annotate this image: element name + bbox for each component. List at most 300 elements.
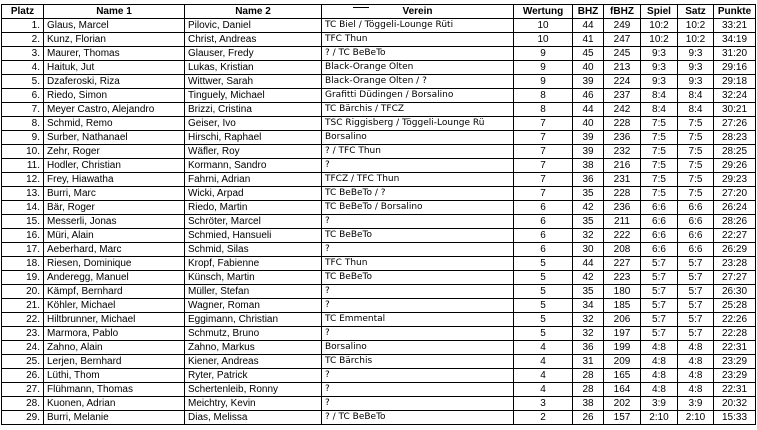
cell-verein: ?	[322, 285, 514, 299]
cell-platz: 15.	[2, 215, 44, 229]
cell-punkte: 22:26	[714, 313, 756, 327]
cell-name-1: Aeberhard, Marc	[44, 243, 185, 257]
cell-platz: 20.	[2, 285, 44, 299]
cell-bhz: 45	[573, 47, 604, 61]
cell-satz: 9:3	[678, 75, 714, 89]
cell-bhz: 35	[573, 285, 604, 299]
cell-name-1: Frey, Hiawatha	[44, 173, 185, 187]
cell-satz: 4:8	[678, 383, 714, 397]
cell-name-2: Hirschi, Raphael	[185, 131, 322, 145]
cell-name-1: Maurer, Thomas	[44, 47, 185, 61]
cell-satz: 2:10	[678, 411, 714, 425]
cell-bhz: 35	[573, 215, 604, 229]
table-row	[2, 131, 756, 145]
cell-verein: TC Bärchis	[322, 355, 514, 369]
cell-verein: ?	[322, 243, 514, 257]
cell-verein: ?	[322, 397, 514, 411]
cell-wertung: 7	[514, 117, 573, 131]
cell-punkte: 27:26	[714, 117, 756, 131]
cell-satz: 4:8	[678, 355, 714, 369]
cell-punkte: 22:31	[714, 383, 756, 397]
cell-name-1: Lüthi, Thom	[44, 369, 185, 383]
cell-name-2: Schröter, Marcel	[185, 215, 322, 229]
cell-name-2: Schmid, Silas	[185, 243, 322, 257]
cell-punkte: 28:23	[714, 131, 756, 145]
cell-fbhz: 216	[604, 159, 641, 173]
cell-verein: TFC Thun	[322, 257, 514, 271]
cell-verein: Black-Orange Olten / ?	[322, 75, 514, 89]
cell-satz: 7:5	[678, 187, 714, 201]
cell-punkte: 29:18	[714, 75, 756, 89]
cell-punkte: 23:29	[714, 355, 756, 369]
header-punkte: Punkte	[714, 5, 756, 19]
cell-satz: 6:6	[678, 243, 714, 257]
table-row	[2, 383, 756, 397]
cell-name-2: Tinguely, Michael	[185, 89, 322, 103]
cell-name-1: Meyer Castro, Alejandro	[44, 103, 185, 117]
cell-wertung: 10	[514, 19, 573, 33]
table-row	[2, 61, 756, 75]
cell-name-1: Haituk, Jut	[44, 61, 185, 75]
cell-punkte: 28:25	[714, 145, 756, 159]
cell-wertung: 5	[514, 327, 573, 341]
cell-name-1: Zehr, Roger	[44, 145, 185, 159]
cell-fbhz: 232	[604, 145, 641, 159]
cell-fbhz: 164	[604, 383, 641, 397]
cell-wertung: 5	[514, 271, 573, 285]
cell-name-1: Hiltbrunner, Michael	[44, 313, 185, 327]
cell-punkte: 22:31	[714, 341, 756, 355]
cell-bhz: 42	[573, 201, 604, 215]
cell-spiel: 6:6	[641, 201, 678, 215]
cell-name-2: Künsch, Martin	[185, 271, 322, 285]
cell-platz: 22.	[2, 313, 44, 327]
cell-punkte: 22:28	[714, 327, 756, 341]
cell-fbhz: 206	[604, 313, 641, 327]
cell-punkte: 23:29	[714, 369, 756, 383]
ranking-table-container	[1, 4, 756, 425]
cell-name-1: Riedo, Simon	[44, 89, 185, 103]
cell-name-2: Wäfler, Roy	[185, 145, 322, 159]
header-fbhz: fBHZ	[604, 5, 641, 19]
cell-wertung: 10	[514, 33, 573, 47]
cell-name-1: Müri, Alain	[44, 229, 185, 243]
cell-platz: 27.	[2, 383, 44, 397]
table-row	[2, 327, 756, 341]
cell-name-1: Anderegg, Manuel	[44, 271, 185, 285]
cell-punkte: 25:28	[714, 299, 756, 313]
cell-name-1: Hodler, Christian	[44, 159, 185, 173]
cell-fbhz: 245	[604, 47, 641, 61]
cell-fbhz: 211	[604, 215, 641, 229]
table-body	[2, 19, 756, 425]
cell-punkte: 26:29	[714, 243, 756, 257]
cell-platz: 23.	[2, 327, 44, 341]
cell-punkte: 26:24	[714, 201, 756, 215]
cell-satz: 6:6	[678, 229, 714, 243]
cell-spiel: 5:7	[641, 313, 678, 327]
cell-punkte: 27:20	[714, 187, 756, 201]
cell-satz: 5:7	[678, 299, 714, 313]
cell-fbhz: 224	[604, 75, 641, 89]
cell-bhz: 28	[573, 369, 604, 383]
cell-wertung: 9	[514, 47, 573, 61]
cell-fbhz: 228	[604, 187, 641, 201]
cell-verein: Grafitti Düdingen / Borsalino	[322, 89, 514, 103]
cell-bhz: 40	[573, 117, 604, 131]
cell-spiel: 10:2	[641, 19, 678, 33]
cell-wertung: 8	[514, 103, 573, 117]
cell-platz: 16.	[2, 229, 44, 243]
cell-spiel: 8:4	[641, 89, 678, 103]
cell-platz: 7.	[2, 103, 44, 117]
cell-fbhz: 249	[604, 19, 641, 33]
cell-name-2: Wagner, Roman	[185, 299, 322, 313]
cell-punkte: 27:27	[714, 271, 756, 285]
cell-verein: Borsalino	[322, 341, 514, 355]
cell-wertung: 4	[514, 355, 573, 369]
cell-spiel: 3:9	[641, 397, 678, 411]
cell-satz: 7:5	[678, 117, 714, 131]
cell-bhz: 38	[573, 159, 604, 173]
cell-bhz: 36	[573, 173, 604, 187]
cell-wertung: 7	[514, 173, 573, 187]
cell-bhz: 35	[573, 187, 604, 201]
cell-platz: 21.	[2, 299, 44, 313]
cell-wertung: 6	[514, 215, 573, 229]
header-spiel: Spiel	[641, 5, 678, 19]
table-row	[2, 201, 756, 215]
table-row	[2, 411, 756, 425]
cell-punkte: 34:19	[714, 33, 756, 47]
cell-fbhz: 157	[604, 411, 641, 425]
cell-name-2: Schmied, Hansueli	[185, 229, 322, 243]
table-row	[2, 299, 756, 313]
cell-fbhz: 236	[604, 131, 641, 145]
cell-name-1: Lerjen, Bernhard	[44, 355, 185, 369]
cell-wertung: 3	[514, 397, 573, 411]
cell-bhz: 39	[573, 131, 604, 145]
cell-platz: 3.	[2, 47, 44, 61]
cell-wertung: 9	[514, 75, 573, 89]
cell-satz: 7:5	[678, 173, 714, 187]
cell-platz: 28.	[2, 397, 44, 411]
cell-platz: 11.	[2, 159, 44, 173]
cell-punkte: 23:28	[714, 257, 756, 271]
cell-name-2: Brizzi, Cristina	[185, 103, 322, 117]
cell-wertung: 5	[514, 313, 573, 327]
cell-name-2: Wicki, Arpad	[185, 187, 322, 201]
cell-punkte: 31:20	[714, 47, 756, 61]
cell-spiel: 7:5	[641, 117, 678, 131]
cell-bhz: 32	[573, 313, 604, 327]
cell-name-2: Lukas, Kristian	[185, 61, 322, 75]
table-row	[2, 103, 756, 117]
cell-spiel: 4:8	[641, 341, 678, 355]
cell-fbhz: 237	[604, 89, 641, 103]
cell-name-2: Riedo, Martin	[185, 201, 322, 215]
cell-spiel: 10:2	[641, 33, 678, 47]
table-row	[2, 369, 756, 383]
cell-bhz: 30	[573, 243, 604, 257]
cell-spiel: 5:7	[641, 257, 678, 271]
cell-fbhz: 180	[604, 285, 641, 299]
header-satz: Satz	[678, 5, 714, 19]
cell-name-2: Christ, Andreas	[185, 33, 322, 47]
cell-wertung: 5	[514, 285, 573, 299]
cell-name-2: Kormann, Sandro	[185, 159, 322, 173]
cell-name-1: Burri, Melanie	[44, 411, 185, 425]
cell-satz: 10:2	[678, 19, 714, 33]
cell-verein: ? / TC BeBeTo	[322, 411, 514, 425]
cell-wertung: 5	[514, 257, 573, 271]
table-row	[2, 145, 756, 159]
cell-punkte: 29:16	[714, 61, 756, 75]
cell-wertung: 4	[514, 369, 573, 383]
cell-punkte: 28:26	[714, 215, 756, 229]
cell-fbhz: 199	[604, 341, 641, 355]
header-name-1: Name 1	[44, 5, 185, 19]
cell-wertung: 7	[514, 131, 573, 145]
cell-punkte: 29:26	[714, 159, 756, 173]
cell-verein: ?	[322, 299, 514, 313]
table-row	[2, 159, 756, 173]
cell-spiel: 5:7	[641, 285, 678, 299]
cell-platz: 14.	[2, 201, 44, 215]
cell-spiel: 8:4	[641, 103, 678, 117]
table-row	[2, 173, 756, 187]
cell-name-1: Dzaferoski, Riza	[44, 75, 185, 89]
cell-satz: 5:7	[678, 271, 714, 285]
cell-bhz: 34	[573, 299, 604, 313]
cell-spiel: 5:7	[641, 271, 678, 285]
cell-verein: ?	[322, 369, 514, 383]
cell-verein: ? / TFC Thun	[322, 145, 514, 159]
cell-satz: 9:3	[678, 47, 714, 61]
cell-platz: 13.	[2, 187, 44, 201]
cell-verein: Borsalino	[322, 131, 514, 145]
cell-fbhz: 202	[604, 397, 641, 411]
cell-verein: ? / TC BeBeTo	[322, 47, 514, 61]
cell-name-2: Kiener, Andreas	[185, 355, 322, 369]
cell-wertung: 6	[514, 201, 573, 215]
table-row	[2, 313, 756, 327]
cell-wertung: 6	[514, 229, 573, 243]
table-header-row	[2, 5, 756, 19]
cell-name-1: Messerli, Jonas	[44, 215, 185, 229]
cell-platz: 19.	[2, 271, 44, 285]
cell-name-1: Kunz, Florian	[44, 33, 185, 47]
table-row	[2, 243, 756, 257]
cell-wertung: 7	[514, 187, 573, 201]
cell-bhz: 26	[573, 411, 604, 425]
cell-verein: TC Biel / Töggeli-Lounge Rüti	[322, 19, 514, 33]
cell-verein: ?	[322, 383, 514, 397]
cell-wertung: 6	[514, 243, 573, 257]
cell-verein: TC Emmental	[322, 313, 514, 327]
cell-spiel: 6:6	[641, 243, 678, 257]
cell-verein: TFC Thun	[322, 33, 514, 47]
cell-name-1: Glaus, Marcel	[44, 19, 185, 33]
cell-spiel: 4:8	[641, 369, 678, 383]
cell-bhz: 38	[573, 397, 604, 411]
cell-bhz: 46	[573, 89, 604, 103]
cell-name-1: Kuonen, Adrian	[44, 397, 185, 411]
cell-satz: 7:5	[678, 131, 714, 145]
cell-name-1: Marmora, Pablo	[44, 327, 185, 341]
table-row	[2, 47, 756, 61]
cell-fbhz: 242	[604, 103, 641, 117]
cell-verein: TSC Riggisberg / Töggeli-Lounge Rü	[322, 117, 514, 131]
cell-spiel: 9:3	[641, 75, 678, 89]
cell-name-2: Geiser, Ivo	[185, 117, 322, 131]
table-row	[2, 285, 756, 299]
cell-bhz: 44	[573, 19, 604, 33]
cell-verein: TC BeBeTo	[322, 271, 514, 285]
cell-punkte: 22:27	[714, 229, 756, 243]
ranking-table	[1, 4, 756, 425]
cell-wertung: 7	[514, 159, 573, 173]
cell-platz: 10.	[2, 145, 44, 159]
cell-name-2: Schmutz, Bruno	[185, 327, 322, 341]
cell-spiel: 7:5	[641, 187, 678, 201]
cell-fbhz: 247	[604, 33, 641, 47]
cell-spiel: 7:5	[641, 131, 678, 145]
cell-fbhz: 227	[604, 257, 641, 271]
cell-name-2: Kropf, Fabienne	[185, 257, 322, 271]
cell-spiel: 7:5	[641, 173, 678, 187]
cell-bhz: 32	[573, 229, 604, 243]
header-wertung: Wertung	[514, 5, 573, 19]
cell-satz: 3:9	[678, 397, 714, 411]
cell-satz: 5:7	[678, 257, 714, 271]
cell-punkte: 26:30	[714, 285, 756, 299]
cell-name-1: Flühmann, Thomas	[44, 383, 185, 397]
cell-bhz: 32	[573, 327, 604, 341]
cell-platz: 9.	[2, 131, 44, 145]
cell-name-2: Dias, Melissa	[185, 411, 322, 425]
cell-wertung: 8	[514, 89, 573, 103]
cell-satz: 4:8	[678, 369, 714, 383]
cell-name-1: Surber, Nathanael	[44, 131, 185, 145]
cell-satz: 4:8	[678, 341, 714, 355]
cell-fbhz: 208	[604, 243, 641, 257]
table-row	[2, 215, 756, 229]
cell-platz: 17.	[2, 243, 44, 257]
cell-satz: 5:7	[678, 327, 714, 341]
cell-platz: 12.	[2, 173, 44, 187]
cell-name-2: Pilovic, Daniel	[185, 19, 322, 33]
cell-fbhz: 228	[604, 117, 641, 131]
cell-wertung: 7	[514, 145, 573, 159]
cell-bhz: 28	[573, 383, 604, 397]
table-row	[2, 19, 756, 33]
cell-punkte: 29:23	[714, 173, 756, 187]
cell-spiel: 5:7	[641, 327, 678, 341]
cell-fbhz: 197	[604, 327, 641, 341]
cell-fbhz: 223	[604, 271, 641, 285]
cell-platz: 4.	[2, 61, 44, 75]
cell-bhz: 44	[573, 103, 604, 117]
table-row	[2, 397, 756, 411]
header-verein: Verein	[322, 5, 514, 19]
cell-satz: 7:5	[678, 159, 714, 173]
cell-verein: TC BeBeTo / ?	[322, 187, 514, 201]
cell-verein: Black-Orange Olten	[322, 61, 514, 75]
cell-name-2: Glauser, Fredy	[185, 47, 322, 61]
cell-name-1: Zahno, Alain	[44, 341, 185, 355]
cell-spiel: 6:6	[641, 215, 678, 229]
cell-spiel: 9:3	[641, 61, 678, 75]
cell-verein: TC BeBeTo / Borsalino	[322, 201, 514, 215]
table-row	[2, 229, 756, 243]
cell-spiel: 4:8	[641, 383, 678, 397]
cell-spiel: 5:7	[641, 299, 678, 313]
cell-satz: 8:4	[678, 103, 714, 117]
header-platz: Platz	[2, 5, 44, 19]
cell-satz: 10:2	[678, 33, 714, 47]
cell-fbhz: 222	[604, 229, 641, 243]
cell-name-2: Müller, Stefan	[185, 285, 322, 299]
cell-platz: 25.	[2, 355, 44, 369]
table-row	[2, 341, 756, 355]
cell-punkte: 32:24	[714, 89, 756, 103]
table-row	[2, 257, 756, 271]
cell-name-2: Ryter, Patrick	[185, 369, 322, 383]
cell-platz: 8.	[2, 117, 44, 131]
cell-spiel: 7:5	[641, 145, 678, 159]
cell-platz: 29.	[2, 411, 44, 425]
cell-bhz: 42	[573, 271, 604, 285]
cell-platz: 2.	[2, 33, 44, 47]
table-row	[2, 89, 756, 103]
cell-name-2: Meichtry, Kevin	[185, 397, 322, 411]
cell-bhz: 39	[573, 75, 604, 89]
cell-platz: 5.	[2, 75, 44, 89]
cell-name-1: Köhler, Michael	[44, 299, 185, 313]
table-row	[2, 75, 756, 89]
cell-fbhz: 231	[604, 173, 641, 187]
cell-wertung: 4	[514, 341, 573, 355]
cell-name-1: Burri, Marc	[44, 187, 185, 201]
cell-verein: TC Bärchis / TFCZ	[322, 103, 514, 117]
cell-verein: TFCZ / TFC Thun	[322, 173, 514, 187]
cell-satz: 8:4	[678, 89, 714, 103]
cell-fbhz: 213	[604, 61, 641, 75]
cell-wertung: 9	[514, 61, 573, 75]
cell-name-1: Schmid, Remo	[44, 117, 185, 131]
cell-verein: ?	[322, 159, 514, 173]
cell-fbhz: 185	[604, 299, 641, 313]
cell-spiel: 9:3	[641, 47, 678, 61]
cell-name-1: Kämpf, Bernhard	[44, 285, 185, 299]
cell-bhz: 31	[573, 355, 604, 369]
cell-spiel: 6:6	[641, 229, 678, 243]
cell-verein: ?	[322, 215, 514, 229]
table-row	[2, 33, 756, 47]
cell-name-2: Wittwer, Sarah	[185, 75, 322, 89]
header-bhz: BHZ	[573, 5, 604, 19]
cell-wertung: 5	[514, 299, 573, 313]
cell-satz: 5:7	[678, 313, 714, 327]
cell-punkte: 20:32	[714, 397, 756, 411]
cell-bhz: 40	[573, 61, 604, 75]
cell-bhz: 36	[573, 341, 604, 355]
cell-name-2: Fahrni, Adrian	[185, 173, 322, 187]
cell-bhz: 39	[573, 145, 604, 159]
cell-bhz: 44	[573, 257, 604, 271]
cell-name-1: Riesen, Dominique	[44, 257, 185, 271]
